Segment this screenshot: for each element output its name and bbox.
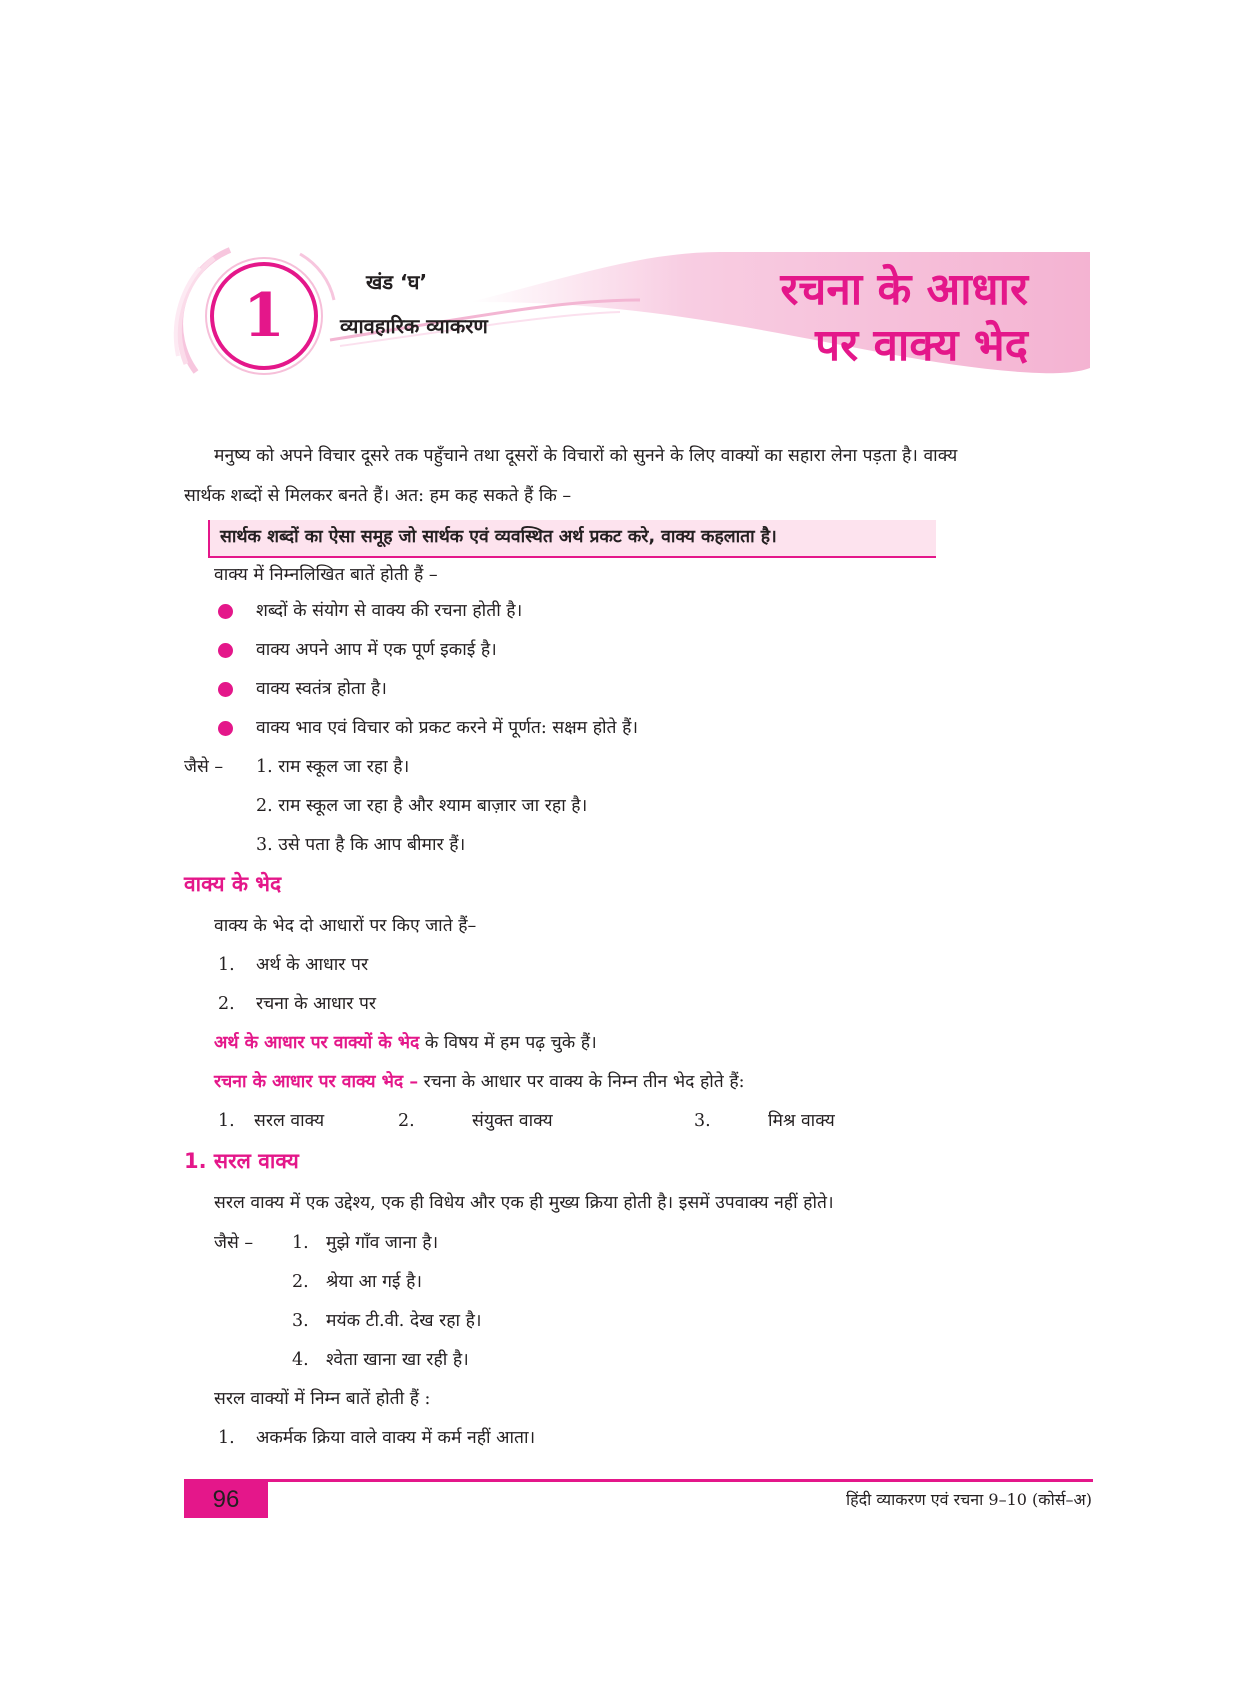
book-title: हिंदी व्याकरण एवं रचना 9–10 (कोर्स–अ) (846, 1490, 1092, 1509)
meaning-rest: के विषय में हम पढ़ चुके हैं। (419, 1033, 597, 1053)
kind-num: 2. (398, 1111, 415, 1131)
simple-intro: सरल वाक्य में एक उद्देश्य, एक ही विधेय और एक ही मुख्य क्रिया होती है। इसमें उपवाक्य नहीं होते। (214, 1193, 834, 1213)
footer-rule (184, 1479, 1093, 1482)
example-item: 3. उसे पता है कि आप बीमार हैं। (256, 835, 466, 855)
chapter-title-line2: पर वाक्य भेद (815, 320, 1028, 371)
meaning-line (214, 1030, 597, 1056)
intro-line-1: मनुष्य को अपने विचार दूसरे तक पहुँचाने तथा दूसरों के विचारों को सुनने के लिए वाक्यों का सहारा लेना पड़ता है। वाक्य (214, 446, 958, 466)
structure-bold: रचना के आधार पर वाक्य भेद – (214, 1072, 419, 1092)
simple-example-num: 2. (292, 1272, 309, 1292)
structure-rest: रचना के आधार पर वाक्य के निम्न तीन भेद होते हैं: (418, 1072, 745, 1092)
kind-text: संयुक्त वाक्य (472, 1111, 553, 1131)
intro-paragraph (184, 436, 1088, 516)
simple-example-num: 4. (292, 1350, 309, 1370)
section-heading-simple: 1. सरल वाक्य (184, 1149, 299, 1173)
types-item-text: रचना के आधार पर (256, 994, 377, 1014)
kind-text: मिश्र वाक्य (768, 1111, 835, 1131)
simple-traits-intro: सरल वाक्यों में निम्न बातें होती हैं : (214, 1389, 431, 1409)
bullet-icon (218, 721, 233, 736)
kind-num: 3. (694, 1111, 711, 1131)
types-item-num: 2. (218, 994, 235, 1014)
simple-example-num: 1. (292, 1233, 309, 1253)
simple-examples-label: जैसे – (214, 1233, 254, 1253)
types-intro: वाक्य के भेद दो आधारों पर किए जाते हैं– (214, 916, 477, 936)
example-item: 2. राम स्कूल जा रहा है और श्याम बाज़ार जा रहा है। (256, 796, 588, 816)
bullet-icon (218, 604, 233, 619)
feature-item: वाक्य भाव एवं विचार को प्रकट करने में पूर्णत: सक्षम होते हैं। (256, 718, 638, 738)
features-intro: वाक्य में निम्नलिखित बातें होती हैं – (214, 565, 438, 585)
bullet-icon (218, 682, 233, 697)
intro-line-2: सार्थक शब्दों से मिलकर बनते हैं। अत: हम कह सकते हैं कि – (184, 486, 572, 506)
page-number: 96 (184, 1482, 268, 1518)
simple-example-text: श्रेया आ गई है। (326, 1272, 423, 1292)
section-subtitle: व्यावहारिक व्याकरण (340, 314, 488, 338)
bullet-icon (218, 643, 233, 658)
simple-trait-text: अकर्मक क्रिया वाले वाक्य में कर्म नहीं आता। (256, 1428, 536, 1448)
feature-item: वाक्य अपने आप में एक पूर्ण इकाई है। (256, 640, 497, 660)
example-item: 1. राम स्कूल जा रहा है। (256, 757, 410, 777)
types-item-text: अर्थ के आधार पर (256, 955, 369, 975)
simple-example-text: मुझे गाँव जाना है। (326, 1233, 439, 1253)
meaning-bold: अर्थ के आधार पर वाक्यों के भेद (214, 1033, 420, 1053)
definition-text: सार्थक शब्दों का ऐसा समूह जो सार्थक एवं व्यवस्थित अर्थ प्रकट करे, वाक्य कहलाता है। (220, 527, 777, 547)
types-item-num: 1. (218, 955, 235, 975)
simple-example-text: मयंक टी.वी. देख रहा है। (326, 1311, 482, 1331)
kind-text: सरल वाक्य (254, 1111, 325, 1131)
definition-box (208, 520, 936, 558)
chapter-title-line1: रचना के आधार (780, 264, 1028, 315)
feature-item: शब्दों के संयोग से वाक्य की रचना होती है। (256, 601, 523, 621)
simple-example-num: 3. (292, 1311, 309, 1331)
section-label: खंड ‘घ’ (366, 270, 428, 294)
section-heading-types: वाक्य के भेद (184, 872, 282, 896)
simple-trait-num: 1. (218, 1428, 235, 1448)
feature-item: वाक्य स्वतंत्र होता है। (256, 679, 387, 699)
chapter-number: 1 (243, 281, 285, 351)
simple-example-text: श्वेता खाना खा रही है। (326, 1350, 469, 1370)
kind-num: 1. (218, 1111, 235, 1131)
examples-label: जैसे – (184, 757, 224, 777)
chapter-title (608, 262, 1028, 374)
structure-line (214, 1069, 745, 1095)
